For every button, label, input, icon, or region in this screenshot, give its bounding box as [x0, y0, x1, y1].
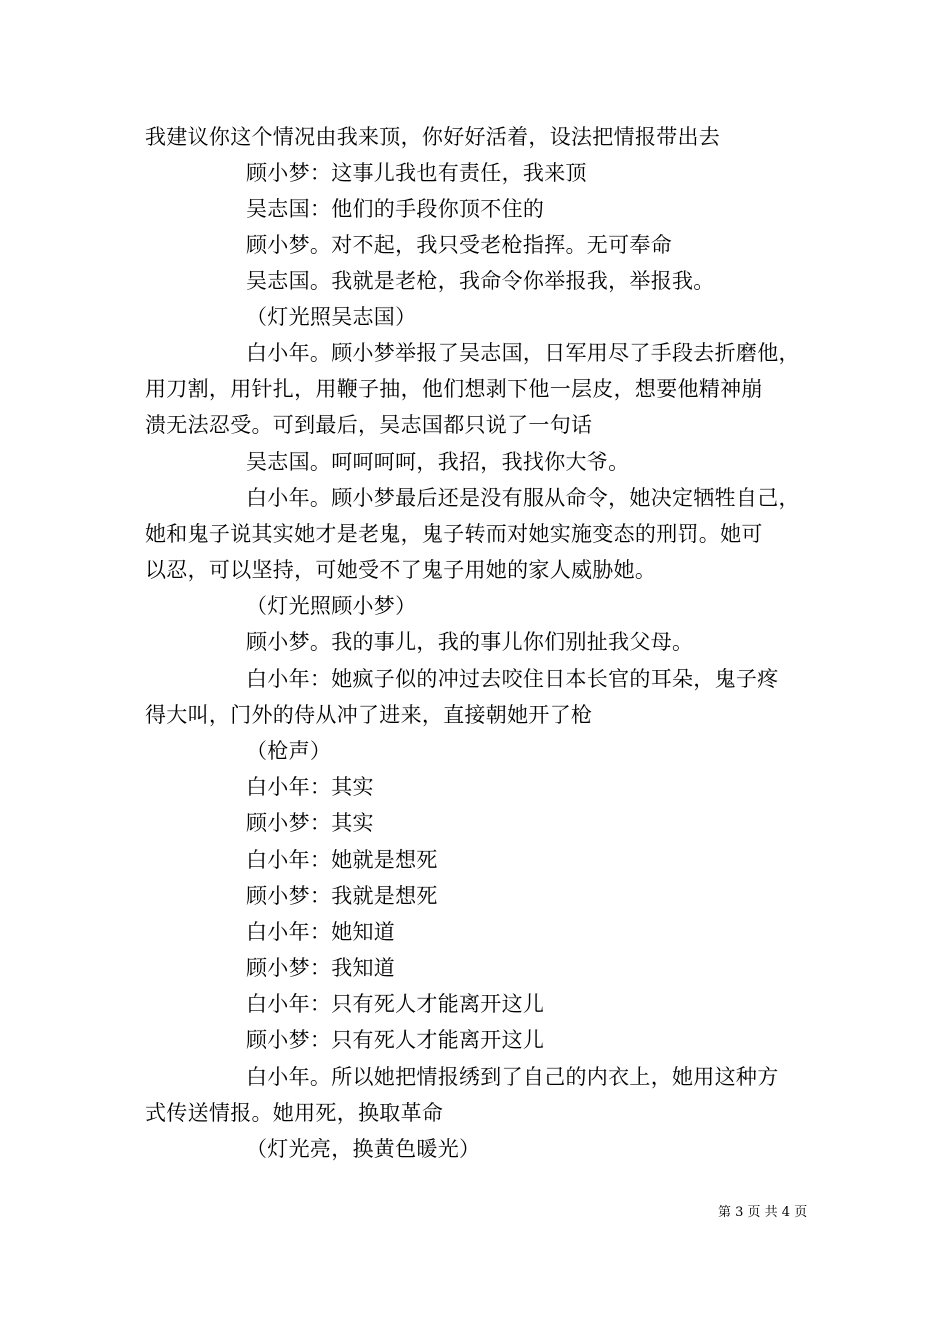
text-line: 用刀割，用针扎，用鞭子抽，他们想剥下他一层皮，想要他精神崩 [145, 377, 763, 401]
dialogue-line: 白小年：她知道 [246, 920, 396, 944]
dialogue-line: 吴志国。呵呵呵呵，我招，我找你大爷。 [246, 450, 630, 474]
stage-direction: （灯光照吴志国） [246, 305, 417, 329]
dialogue-line: 顾小梦。我的事儿，我的事儿你们别扯我父母。 [246, 630, 694, 654]
dialogue-line: 白小年。顾小梦最后还是没有服从命令，她决定牺牲自己， [246, 486, 800, 510]
dialogue-line: 吴志国：他们的手段你顶不住的 [246, 197, 545, 221]
page-number: 第 3 页 共 4 页 [718, 1205, 808, 1220]
stage-direction: （枪声） [246, 739, 332, 763]
text-line: 溃无法忍受。可到最后，吴志国都只说了一句话 [145, 413, 593, 437]
text-line: 她和鬼子说其实她才是老鬼，鬼子转而对她实施变态的刑罚。她可 [145, 522, 763, 546]
dialogue-line: 白小年：其实 [246, 775, 374, 799]
text-line: 以忍，可以坚持，可她受不了鬼子用她的家人威胁她。 [145, 558, 657, 582]
text-line: 式传送情报。她用死，换取革命 [145, 1101, 444, 1125]
text-line: 得大叫，门外的侍从冲了进来，直接朝她开了枪 [145, 703, 593, 727]
text-line: 我建议你这个情况由我来顶，你好好活着，设法把情报带出去 [145, 125, 721, 149]
dialogue-line: 顾小梦：我就是想死 [246, 884, 438, 908]
dialogue-line: 白小年：只有死人才能离开这儿 [246, 992, 545, 1016]
dialogue-line: 白小年：她就是想死 [246, 848, 438, 872]
stage-direction: （灯光照顾小梦） [246, 594, 417, 618]
dialogue-line: 吴志国。我就是老枪，我命令你举报我，举报我。 [246, 269, 715, 293]
dialogue-line: 顾小梦：我知道 [246, 956, 396, 980]
dialogue-line: 白小年。所以她把情报绣到了自己的内衣上，她用这种方 [246, 1065, 779, 1089]
dialogue-line: 顾小梦：只有死人才能离开这儿 [246, 1028, 545, 1052]
dialogue-line: 顾小梦：这事儿我也有责任，我来顶 [246, 161, 587, 185]
stage-direction: （灯光亮，换黄色暖光） [246, 1137, 481, 1161]
dialogue-line: 顾小梦：其实 [246, 811, 374, 835]
dialogue-line: 白小年：她疯子似的冲过去咬住日本长官的耳朵，鬼子疼 [246, 667, 779, 691]
dialogue-line: 白小年。顾小梦举报了吴志国，日军用尽了手段去折磨他， [246, 341, 800, 365]
dialogue-line: 顾小梦。对不起，我只受老枪指挥。无可奉命 [246, 233, 672, 257]
